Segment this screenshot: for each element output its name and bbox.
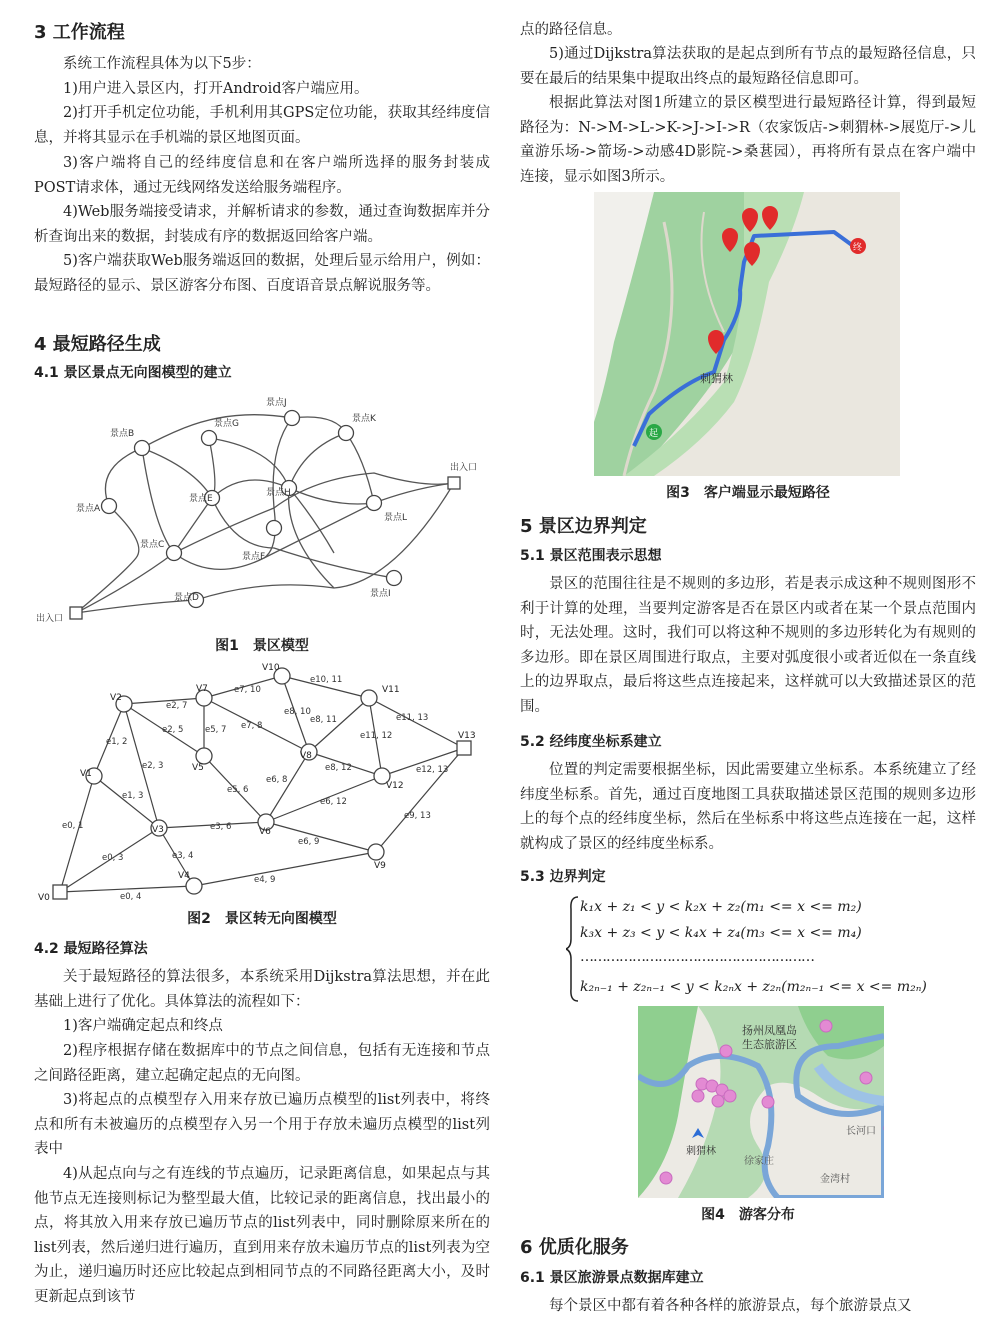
user-location-icon [692, 1128, 704, 1138]
section-5-heading: 5 景区边界判定 [520, 516, 647, 537]
node-b [135, 441, 150, 456]
edge-label: e3, 6 [210, 822, 232, 832]
edge-label: e11, 13 [396, 713, 429, 723]
algo-step-4: 4)从起点向与之有连线的节点遍历，记录距离信息，如果起点与其他节点无连接则标记为整型最大值，比较记录的距离信息，找出最小的点，将其放入用来存放已遍历节点的list列表中，同时删除原来所在的list列表，然后递归进行遍历，直到用来存放未遍历节点的list列表为空为止，递归遍历时还应比较起点到相同节点的不同路径距离大小，及时更新起点到该节 [34, 1166, 490, 1305]
v4-label: V4 [178, 871, 190, 881]
algo-step-5: 5)通过Dijkstra算法获取的是起点到所有节点的最短路径信息，只要在最后的结果集中提取出终点的最短路径信息即可。 [520, 46, 976, 87]
edge-label: e5, 7 [205, 725, 227, 735]
section-5-1-heading: 5.1 景区范围表示思想 [520, 548, 662, 564]
node-g [202, 431, 217, 446]
node-c [167, 546, 182, 561]
label-i: 景点I [370, 589, 391, 599]
sec3-step-2: 2)打开手机定位功能，手机利用其GPS定位功能，获取其经纬度信息，并将其显示在手机端的景区地图页面。 [34, 105, 490, 146]
algo-result: 根据此算法对图1所建立的景区模型进行最短路径计算，得到最短路径为：N->M->L->K->J->I->R（农家饭店->刺猬林->展览厅->儿童游乐场->箭场->动感4D影院->桑葚园），再将所有景点在客户端中连接，显示如图3所示。 [520, 95, 976, 185]
v13-node [457, 741, 471, 755]
section-3-heading: 3 工作流程 [34, 22, 125, 43]
edge-label: e0, 3 [102, 853, 124, 863]
tourist-distribution-svg [638, 1006, 884, 1198]
node-a [102, 499, 117, 514]
figure-4-map [638, 1006, 884, 1198]
edge-label: e1, 2 [106, 737, 128, 747]
start-marker-label: 起 [649, 429, 659, 439]
label-exit: 出入口 [450, 463, 478, 473]
section-4-heading: 4 最短路径生成 [34, 334, 161, 355]
section-4-1-heading: 4.1 景区景点无向图模型的建立 [34, 365, 232, 381]
v9-label: V9 [374, 861, 386, 871]
map-label-park-name: 扬州凤凰岛 [742, 1024, 797, 1037]
v0-label: V0 [38, 893, 50, 903]
figure-1-caption: 图1 景区模型 [215, 638, 309, 654]
edge-label: e2, 5 [162, 725, 184, 735]
map-label-changhekou: 长河口 [846, 1126, 876, 1137]
algo-step-3: 3)将起点的点模型存入用来存放已遍历点模型的list列表中，将终点和所有未被遍历的点模型存入另一个用于存放未遍历点模型的list列表中 [34, 1092, 490, 1157]
algo-step-1: 1)客户端确定起点和终点 [63, 1018, 223, 1034]
edge-label: e0, 1 [62, 821, 84, 831]
v12-label: V12 [386, 781, 404, 791]
map-label-xujiazhuang: 徐家庄 [744, 1156, 774, 1167]
v8-label: V8 [300, 751, 312, 761]
edge-label: e4, 9 [254, 875, 276, 885]
label-k: 景点K [352, 414, 376, 424]
edge-label: e6, 12 [320, 797, 347, 807]
v2-label: V2 [110, 693, 122, 703]
v3-label: V3 [152, 825, 164, 835]
formula-line-2: k₃x + z₃ < y < k₄x + z₄(m₃ <= x <= m₄) [580, 925, 862, 941]
node-l [367, 496, 382, 511]
node-exit [448, 477, 460, 489]
formula-line-1: k₁x + z₁ < y < k₂x + z₂(m₁ <= x <= m₂) [580, 899, 862, 915]
node-entrance [70, 607, 82, 619]
edge-label: e7, 8 [241, 721, 263, 731]
boundary-formula [580, 895, 960, 1005]
node-i [387, 571, 402, 586]
edge-label: e8, 10 [284, 707, 311, 717]
sec5-1-paragraph: 景区的范围往往是不规则的多边形，若是表示成这种不规则图形不利于计算的处理，当要判定游客是否在景区内或者在某一个景点范围内时，无法处理。这时，我们可以将这种不规则的多边形转化为有规则的多边形。即在景区周围进行取点，主要对弧度很小或者近似在一条直线上的边界取点，最后将这些点连接起来，这样就可以大致描述景区的范围。 [520, 576, 976, 715]
sec3-intro: 系统工作流程具体为以下5步： [63, 56, 261, 72]
edge-label: e1, 3 [122, 791, 144, 801]
sec6-1-paragraph: 每个景区中都有着各种各样的旅游景点，每个旅游景点又 [549, 1298, 912, 1314]
label-entrance: 出入口 [36, 614, 64, 624]
node-k [339, 426, 354, 441]
label-f: 景点F [242, 552, 266, 562]
edge-label: e7, 10 [234, 685, 261, 695]
edge-label: e9, 13 [404, 811, 431, 821]
section-6-1-heading: 6.1 景区旅游景点数据库建立 [520, 1270, 704, 1286]
v6-label: V6 [259, 827, 271, 837]
edge-label: e3, 4 [172, 851, 194, 861]
label-d: 景点D [174, 593, 199, 603]
sec3-step-1: 1)用户进入景区内，打开Android客户端应用。 [63, 81, 369, 97]
edge-label: e10, 11 [310, 675, 343, 685]
figure-4-caption: 图4 游客分布 [701, 1207, 795, 1223]
label-e: 景点E [189, 494, 213, 504]
figure-2-caption: 图2 景区转无向图模型 [187, 911, 337, 927]
v5-label: V5 [192, 763, 204, 773]
v10-label: V10 [262, 663, 280, 673]
map-label-ciweilin: 刺猬林 [686, 1146, 716, 1157]
map-label-park-subname: 生态旅游区 [742, 1038, 797, 1051]
label-c: 景点C [140, 540, 165, 550]
label-g: 景点G [214, 419, 239, 429]
algo-step-2: 2)程序根据存储在数据库中的节点之间信息，包括有无连接和节点之间路径距离，建立起确定起点的无向图。 [34, 1043, 490, 1084]
sec3-step-3: 3)客户端将自己的经纬度信息和在客户端所选择的服务封装成POST请求体，通过无线网络发送给服务端程序。 [34, 155, 490, 196]
v7-label: V7 [196, 684, 208, 694]
v13-label: V13 [458, 731, 476, 741]
edge-label: e6, 8 [266, 775, 288, 785]
place-label-ciweilin: 刺猬林 [700, 372, 733, 385]
formula-brace [566, 895, 580, 1003]
sec3-step-5: 5)客户端获取Web服务端返回的数据，处理后显示给用户，例如：最短路径的显示、景区游客分布图、百度语音景点解说服务等。 [34, 253, 490, 294]
v11-node [361, 690, 377, 706]
node-j [285, 411, 300, 426]
v11-label: V11 [382, 685, 400, 695]
edge-label: e2, 3 [142, 761, 164, 771]
sec3-step-4: 4)Web服务端接受请求，并解析请求的参数，通过查询数据库并分析查询出来的数据，封装成有序的数据返回给客户端。 [34, 204, 490, 245]
v1-label: V1 [80, 769, 92, 779]
section-6-heading: 6 优质化服务 [520, 1237, 629, 1258]
edge-label: e6, 9 [298, 837, 320, 847]
v5-node [196, 748, 212, 764]
edge-label: e8, 12 [325, 763, 352, 773]
label-l: 景点L [384, 513, 408, 523]
algo-intro: 关于最短路径的算法很多，本系统采用Dijkstra算法思想，并在此基础上进行了优化。具体算法的流程如下： [34, 969, 490, 1010]
label-j: 景点J [266, 398, 287, 408]
edge-label: e8, 11 [310, 715, 337, 725]
label-b: 景点B [110, 429, 135, 439]
end-marker-label: 终 [853, 243, 863, 253]
figure-3-map [594, 192, 900, 476]
figure-1-scenic-model [34, 388, 490, 626]
label-h: 景点H [266, 488, 291, 498]
figure-2-undirected-graph [34, 658, 490, 904]
formula-line-3: ……………………………………………… [580, 949, 814, 965]
v0-node [53, 885, 67, 899]
node-f [267, 521, 282, 536]
formula-line-4: k₂ₙ₋₁ + z₂ₙ₋₁ < y < k₂ₙx + z₂ₙ(m₂ₙ₋₁ <= x <= m₂ₙ) [580, 979, 927, 995]
section-4-2-heading: 4.2 最短路径算法 [34, 941, 148, 957]
algo-continued: 点的路径信息。 [520, 22, 622, 38]
route-map-svg [594, 192, 900, 476]
edge-label: e11, 12 [360, 731, 393, 741]
label-a: 景点A [76, 504, 101, 514]
figure-3-caption: 图3 客户端显示最短路径 [666, 485, 830, 501]
edge-label: e0, 4 [120, 892, 142, 902]
sec5-2-paragraph: 位置的判定需要根据坐标，因此需要建立坐标系。本系统建立了经纬度坐标系。首先，通过百度地图工具获取描述景区范围的规则多边形上的每个点的经纬度坐标，然后在坐标系中将这些点连接在一起，这样就构成了景区的经纬度坐标系。 [520, 762, 976, 852]
map-label-jinwancun: 金湾村 [820, 1174, 850, 1185]
edge-label: e2, 7 [166, 701, 188, 711]
edge-label: e12, 13 [416, 765, 449, 775]
edge-label: e5, 6 [227, 785, 249, 795]
section-5-2-heading: 5.2 经纬度坐标系建立 [520, 734, 662, 750]
section-5-3-heading: 5.3 边界判定 [520, 869, 606, 885]
v9-node [368, 844, 384, 860]
